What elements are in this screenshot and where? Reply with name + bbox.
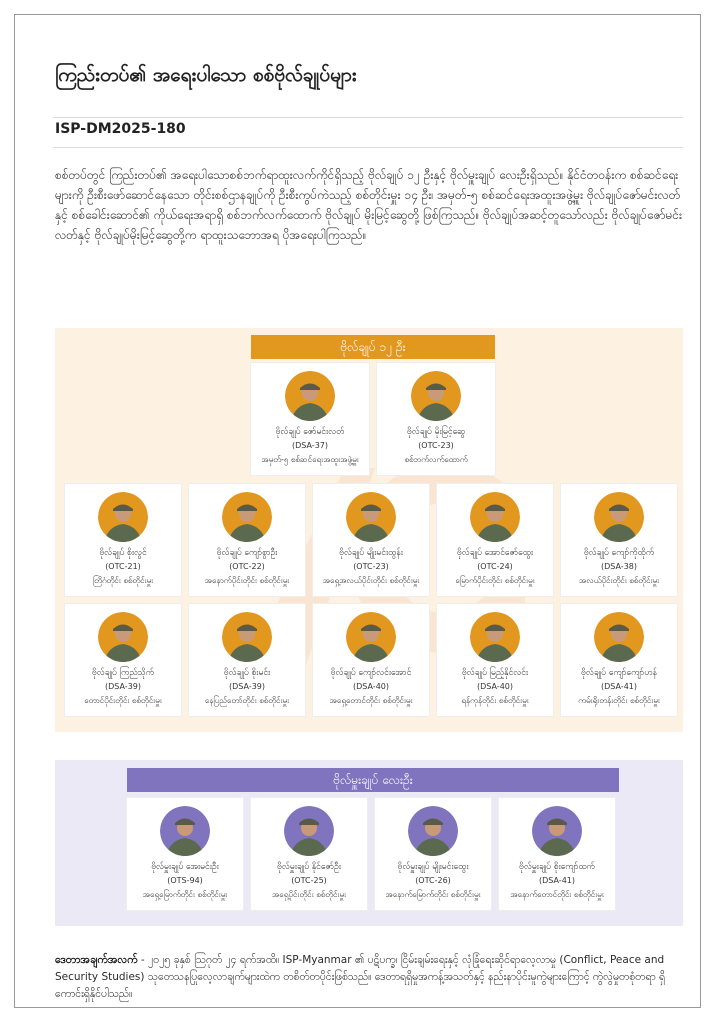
general-card xyxy=(561,604,677,716)
officer-code: (DSA-40) xyxy=(353,682,389,691)
generals-section xyxy=(55,328,683,732)
officer-code: (OTC-26) xyxy=(415,876,451,885)
officer-code: (DSA-37) xyxy=(292,441,328,450)
portrait-icon xyxy=(411,371,461,421)
source-text: - ၂၀၂၅ ခုနှစ် ဩဂုတ် ၂၄ ရက်အထိ။ ISP-Myanmar ၏ ပဋိပက္ခ၊ ငြိမ်းချမ်းရေးနှင့် လုံခြုံရေးဆိုင်ရာလေ့လာမှု (Conflict, Peace and Security Studies) သုတေသနပြုလေ့လာချက်များထဲက တစိတ်တပိုင်းဖြစ်သည်။ ဒေတာရရှိမှုအကန့်အသတ်နှင့် နည်းနာပိုင်းမူကွဲများကြောင့် ကွဲလွဲမှုတစုံတရာ ရှိကောင်းရှိနိုင်ပါသည်။ xyxy=(55,954,666,1000)
officer-role: အရှေ့တောင်တိုင်း စစ်တိုင်းမှူး xyxy=(329,696,413,705)
general-card xyxy=(313,484,429,596)
officer-code: (DSA-41) xyxy=(539,876,575,885)
officer-role: အလယ်ပိုင်းတိုင်း စစ်တိုင်းမှူး xyxy=(578,576,660,585)
portrait-icon xyxy=(222,492,272,542)
officer-name: ဗိုလ်မှူးချုပ် မျိုးမင်းထွေး xyxy=(397,862,469,872)
officer-name: ဗိုလ်မှူးချုပ် နိုင်ဇော်ဦး xyxy=(277,862,341,872)
officer-role: အမှတ်-၅ စစ်ဆင်ရေးအထူးအဖွဲ့မှူး xyxy=(261,455,359,464)
portrait-icon xyxy=(98,492,148,542)
page-title: ကြည်းတပ်၏ အရေးပါသော စစ်ဗိုလ်ချုပ်များ xyxy=(55,64,357,86)
general-card xyxy=(65,604,181,716)
portrait-icon xyxy=(346,492,396,542)
portrait-icon xyxy=(532,806,582,856)
officer-name: ဗိုလ်ချုပ် ကျော်ကျော်ဟန် xyxy=(581,668,657,678)
source-note xyxy=(55,952,683,1003)
portrait-icon xyxy=(346,612,396,662)
officer-code: (DSA-41) xyxy=(601,682,637,691)
portrait-icon xyxy=(470,492,520,542)
officer-role: အရှေ့အလယ်ပိုင်းတိုင်း စစ်တိုင်းမှူး xyxy=(322,576,420,585)
brigadiers-section xyxy=(55,760,683,926)
officer-role: အရှေ့ပိုင်းတိုင်း စစ်တိုင်းမှူး xyxy=(271,890,347,899)
officer-name: ဗိုလ်ချုပ် ကျော်လင်းအောင် xyxy=(330,668,412,678)
source-label: ဒေတာအချက်အလက် xyxy=(55,954,138,966)
general-card xyxy=(313,604,429,716)
officer-role: တောင်ပိုင်းတိုင်း စစ်တိုင်းမှူး xyxy=(84,696,162,705)
general-card xyxy=(251,363,369,475)
general-card xyxy=(437,484,553,596)
portrait-icon xyxy=(285,371,335,421)
officer-code: (DSA-39) xyxy=(229,682,265,691)
officer-role: အနောက်တောင်တိုင်း စစ်တိုင်းမှူး xyxy=(510,890,604,899)
officer-role: ရန်ကုန်တိုင်း စစ်တိုင်းမှူး xyxy=(461,696,529,705)
portrait-icon xyxy=(160,806,210,856)
general-card xyxy=(65,484,181,596)
divider xyxy=(53,117,683,118)
brigadier-card xyxy=(251,798,367,910)
portrait-icon xyxy=(594,492,644,542)
intro-paragraph: စစ်တပ်တွင် ကြည်းတပ်၏ အရေးပါသောစစ်ဘက်ရာထူးလက်ကိုင်ရှိသည့် ဗိုလ်ချုပ် ၁၂ ဦးနှင့် ဗိုလ်မှူးချုပ် လေးဦးရှိသည်။ နိုင်ငံတဝန်းက စစ်ဆင်ရေးများကို ဦးစီးဖော်ဆောင်နေသော တိုင်းစစ်ဌာနချုပ်ကို ဦးစီးကွပ်ကဲသည့် စစ်တိုင်းမှူး ၁၄ ဦး၊ အမှတ်-၅ စစ်ဆင်ရေးအထူးအဖွဲ့မှူး ဗိုလ်ချုပ်ဇော်မင်းလတ်နှင့် စစ်ခေါင်းဆောင်၏ ကိုယ်ရေးအရာရှိ စစ်ဘက်လက်ထောက် ဗိုလ်ချုပ် မိုးမြင့်ဆွေတို့ ဖြစ်ကြသည်။ ဗိုလ်ချုပ်အဆင့်တူသော်လည်း ဗိုလ်ချုပ်ဇော်မင်းလတ်နှင့် ဗိုလ်ချုပ်မိုးမြင့်ဆွေတို့က ရာထူးသဘောအရ ပိုအရေးပါကြသည်။ xyxy=(55,168,683,242)
officer-name: ဗိုလ်ချုပ် မိုးမြင့်ဆွေ xyxy=(406,427,466,437)
general-card xyxy=(377,363,495,475)
officer-role: အရှေ့မြောက်တိုင်း စစ်တိုင်းမှူး xyxy=(142,890,228,899)
portrait-icon xyxy=(408,806,458,856)
officer-role: စစ်ဘက်လက်ထောက် xyxy=(404,455,468,464)
officer-name: ဗိုလ်မှူးချုပ် စိုးကျော်ထက် xyxy=(519,862,595,872)
officer-role: နေပြည်တော်တိုင်း စစ်တိုင်းမှူး xyxy=(204,696,290,705)
document-id: ISP-DM2025-180 xyxy=(55,121,186,137)
general-card xyxy=(437,604,553,716)
brigadier-card xyxy=(127,798,243,910)
document-page xyxy=(14,14,701,1008)
officer-role: တြိဂံတိုင်း စစ်တိုင်းမှူး xyxy=(92,576,154,585)
officer-name: ဗိုလ်ချုပ် စိုးလွင် xyxy=(99,548,147,558)
officer-code: (DSA-39) xyxy=(105,682,141,691)
officer-name: ဗိုလ်ချုပ် မျိုးမင်းထွန်း xyxy=(339,548,403,558)
officer-name: ဗိုလ်ချုပ် ကျော်စွာဦး xyxy=(216,548,278,558)
officer-role: အနောက်မြောက်တိုင်း စစ်တိုင်းမှူး xyxy=(385,890,481,899)
portrait-icon xyxy=(222,612,272,662)
general-card xyxy=(561,484,677,596)
portrait-icon xyxy=(98,612,148,662)
officer-role: အနောက်ပိုင်းတိုင်း စစ်တိုင်းမှူး xyxy=(204,576,290,585)
portrait-icon xyxy=(470,612,520,662)
officer-code: (OTC-21) xyxy=(105,562,141,571)
divider xyxy=(53,147,683,148)
brigadiers-header: ဗိုလ်မှူးချုပ် လေးဦး xyxy=(127,768,619,792)
officer-name: ဗိုလ်ချုပ် ကျော်ကိုထိုက် xyxy=(583,548,655,558)
officer-name: ဗိုလ်မှူးချုပ် အေးမင်းဦး xyxy=(151,862,219,872)
general-card xyxy=(189,604,305,716)
officer-name: ဗိုလ်ချုပ် စိုးမင်း xyxy=(223,668,271,678)
officer-name: ဗိုလ်ချုပ် မြည့်နိုင်လင်း xyxy=(461,668,529,678)
brigadier-card xyxy=(375,798,491,910)
generals-header: ဗိုလ်ချုပ် ၁၂ ဦး xyxy=(251,335,495,359)
officer-code: (DSA-40) xyxy=(477,682,513,691)
officer-name: ဗိုလ်ချုပ် ကြည်သိုက် xyxy=(91,668,155,678)
general-card xyxy=(189,484,305,596)
officer-code: (DSA-38) xyxy=(601,562,637,571)
brigadier-card xyxy=(499,798,615,910)
officer-code: (OTS-94) xyxy=(167,876,203,885)
portrait-icon xyxy=(284,806,334,856)
officer-role: ကမ်းရိုးတန်းတိုင်း စစ်တိုင်းမှူး xyxy=(578,696,660,705)
officer-code: (OTC-25) xyxy=(291,876,327,885)
officer-name: ဗိုလ်ချုပ် အောင်ဇော်ထွေး xyxy=(456,548,534,558)
portrait-icon xyxy=(594,612,644,662)
officer-code: (OTC-23) xyxy=(418,441,454,450)
officer-name: ဗိုလ်ချုပ် ဇော်မင်းလတ် xyxy=(275,427,345,437)
officer-code: (OTC-22) xyxy=(229,562,265,571)
officer-code: (OTC-23) xyxy=(353,562,389,571)
officer-code: (OTC-24) xyxy=(477,562,513,571)
officer-role: မြောက်ပိုင်းတိုင်း စစ်တိုင်းမှူး xyxy=(455,576,535,585)
